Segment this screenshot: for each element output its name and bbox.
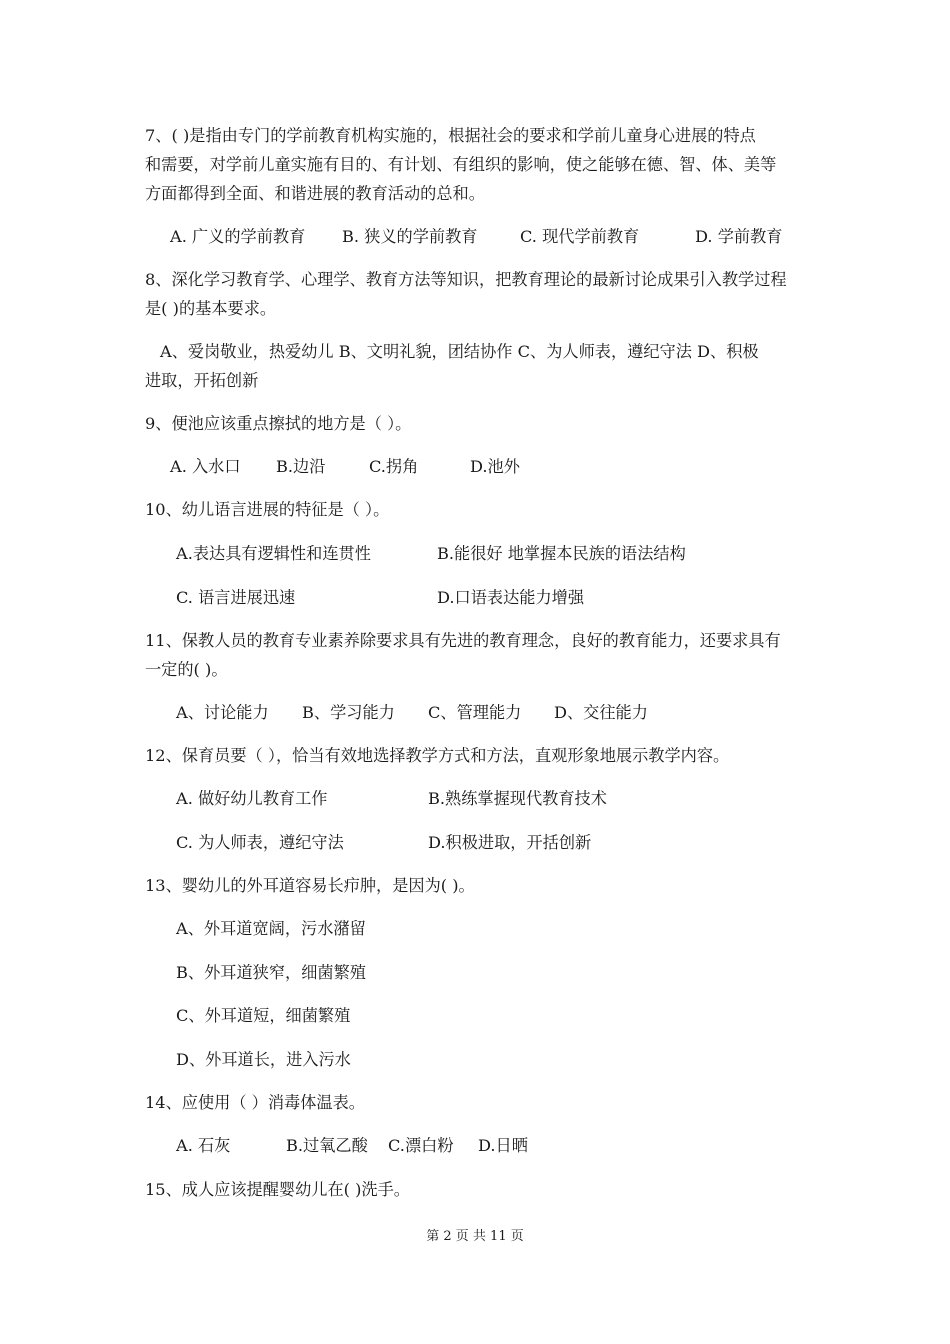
question-10-option-b: B.能很好 地掌握本民族的语法结构 bbox=[437, 544, 686, 563]
question-9-text: 9、便池应该重点擦拭的地方是（ ）。 bbox=[145, 414, 412, 433]
question-7-option-b: B. 狭义的学前教育 bbox=[342, 227, 478, 246]
question-7-option-c: C. 现代学前教育 bbox=[520, 227, 640, 246]
question-7-option-a: A. 广义的学前教育 bbox=[170, 227, 306, 246]
question-14-text: 14、应使用（ ）消毒体温表。 bbox=[145, 1093, 365, 1112]
question-11-option-a: A、讨论能力 bbox=[176, 703, 269, 722]
question-13-option-b: B、外耳道狭窄，细菌繁殖 bbox=[176, 963, 366, 982]
question-13-option-a: A、外耳道宽阔，污水潴留 bbox=[176, 919, 366, 938]
page-number-footer: 第 2 页 共 11 页 bbox=[426, 1229, 524, 1244]
question-7-line-3: 方面都得到全面、和谐进展的教育活动的总和。 bbox=[145, 184, 485, 203]
question-9-option-b: B.边沿 bbox=[276, 457, 326, 476]
question-12-text: 12、保育员要（ ），恰当有效地选择教学方式和方法，直观形象地展示教学内容。 bbox=[145, 746, 730, 765]
question-7-option-d: D. 学前教育 bbox=[695, 227, 783, 246]
question-13-option-d: D、外耳道长，进入污水 bbox=[176, 1050, 351, 1069]
question-12-option-c: C. 为人师表，遵纪守法 bbox=[176, 833, 344, 852]
question-11-option-c: C、管理能力 bbox=[428, 703, 522, 722]
question-7-line-2: 和需要，对学前儿童实施有目的、有计划、有组织的影响，使之能够在德、智、体、美等 bbox=[145, 155, 777, 174]
question-12-option-d: D.积极进取，开括创新 bbox=[428, 833, 592, 852]
question-11-option-d: D、交往能力 bbox=[554, 703, 648, 722]
question-8-options-line-2: 进取，开拓创新 bbox=[145, 371, 259, 390]
question-10-option-d: D.口语表达能力增强 bbox=[437, 588, 585, 607]
question-13-option-c: C、外耳道短，细菌繁殖 bbox=[176, 1006, 351, 1025]
question-10-option-c: C. 语言进展迅速 bbox=[176, 588, 296, 607]
question-14-option-d: D.日晒 bbox=[478, 1136, 528, 1155]
question-13-text: 13、婴幼儿的外耳道容易长疖肿，是因为( )。 bbox=[145, 876, 475, 895]
question-10-option-a: A.表达具有逻辑性和连贯性 bbox=[176, 544, 371, 563]
question-14-option-c: C.漂白粉 bbox=[388, 1136, 454, 1155]
question-12-option-a: A. 做好幼儿教育工作 bbox=[176, 789, 328, 808]
question-11-line-2: 一定的( )。 bbox=[145, 660, 228, 679]
question-8-line-1: 8、深化学习教育学、心理学、教育方法等知识，把教育理论的最新讨论成果引入教学过程 bbox=[145, 270, 787, 289]
question-10-text: 10、幼儿语言进展的特征是（ ）。 bbox=[145, 500, 390, 519]
question-15-text: 15、成人应该提醒婴幼儿在( )洗手。 bbox=[145, 1180, 410, 1199]
question-11-line-1: 11、保教人员的教育专业素养除要求具有先进的教育理念，良好的教育能力，还要求具有 bbox=[145, 631, 781, 650]
question-14-option-a: A. 石灰 bbox=[176, 1136, 231, 1155]
question-9-option-c: C.拐角 bbox=[369, 457, 419, 476]
question-7-line-1: 7、( )是指由专门的学前教育机构实施的，根据社会的要求和学前儿童身心进展的特点 bbox=[145, 126, 756, 145]
question-8-options-line-1: A、爱岗敬业，热爱幼儿 B、文明礼貌，团结协作 C、为人师表，遵纪守法 D、积极 bbox=[160, 342, 759, 361]
question-12-option-b: B.熟练掌握现代教育技术 bbox=[428, 789, 607, 808]
question-9-option-a: A. 入水口 bbox=[170, 457, 241, 476]
question-14-option-b: B.过氧乙酸 bbox=[286, 1136, 368, 1155]
question-8-line-2: 是( )的基本要求。 bbox=[145, 299, 277, 318]
question-11-option-b: B、学习能力 bbox=[302, 703, 395, 722]
question-9-option-d: D.池外 bbox=[470, 457, 520, 476]
